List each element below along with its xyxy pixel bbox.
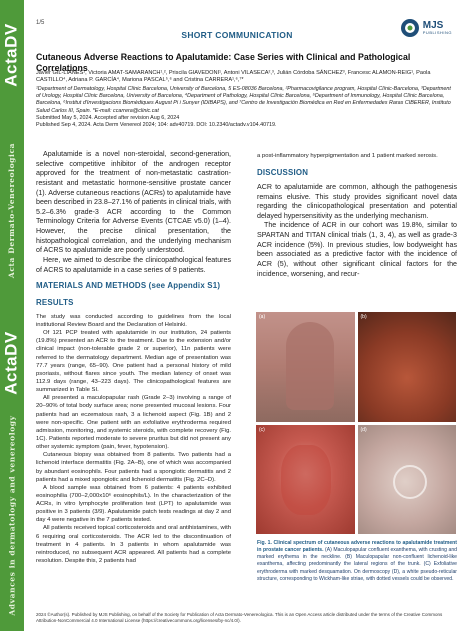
publisher-sub: PUBLISHING <box>422 30 452 35</box>
publisher-name: MJS <box>422 20 444 31</box>
results-paragraph: Cutaneous biopsy was obtained from 8 patients. Two patients had a lichenoid interface dermatitis (Fig. 2A–B), one of which was accompanied by abundant eosinophils. Four patients had a spongiotic dermatitis and 2 patients had a mixed spongiotic and lichenoid dermatitis (Fig. 2C–D). <box>36 452 231 483</box>
results-paragraph: All patients received topical corticosteroids and oral antihistamines, with 6 requiring oral corticosteroids. The ACR led to the discontinuation of treatment in 4 patients. In 3 patients in whom apalutamide was reintroduced, no subsequent ACR appeared. All patients had a complete resolution. Despite this, 2 patients had <box>36 525 231 565</box>
results-paragraph: All presented a maculopapular rash (Grade 2–3) involving a range of 20–90% of total body surface area; none presented mucosal lesions. Four patients had an eczematous rash, 3 a lichenoid aspect (Fig. 1B) and 2 were non-specific. One patient with an exfoliative erythroderma required admission, monitoring, and systemic steroids, with complete recovery (Fig. 1C). Patients reported moderate to severe pruritus but did not present any other systemic symptom (pain, fever, hypotension). <box>36 395 231 451</box>
page-number: 1/5 <box>36 20 45 26</box>
results-paragraph: A blood sample was obtained from 6 patients: 4 patients exhibited eosinophilia (700–2,000x10⁶ eosinophils/L). In the characterization of the ACRs, in vitro lymphocyte proliferation test (LPT) to apalutamide was positive in 3 patients (3/9). Apalutamide patch tests readings at day 2 and day 4 were negative in the 7 patients tested. <box>36 484 231 524</box>
publication-info: Published Sep 4, 2024. Acta Derm Venereol 2024; 104: adv40719. DOI: 10.2340/actadv.v104.40719. <box>36 121 277 128</box>
figure-panel-d <box>358 425 457 535</box>
right-column <box>257 152 457 279</box>
discussion-paragraph: ACR to apalutamide are common, although the pathogenesis remains elusive. This study provides significant novel data regarding the clinicopathological presentation and potential delayed hypersensitivity as the underlying mechanism. <box>257 182 457 220</box>
panel-label: (c) <box>259 426 265 433</box>
author-list: Javier GIL-LIANES¹, Victoria AMAT-SAMARANCH¹,², Priscila GIAVEDONI¹, Antoni VILASECA²,³, Julián Córdoba SÁNCHEZ³, Francesc ALAMON-REIG¹, Paola CASTILLO⁴, Adriana P. GARCÍA⁴, Mariona PASCAL⁵,⁶ and Cristina CARRERA¹,⁶,⁷* <box>36 70 431 84</box>
panel-label: (b) <box>360 314 367 320</box>
mjs-logo-icon <box>400 18 420 38</box>
results-heading: RESULTS <box>36 298 74 308</box>
results-paragraph: The study was conducted according to guidelines from the local institutional Review Board and the Declaration of Helsinki. <box>36 313 231 328</box>
intro-paragraph: Here, we aimed to describe the clinicopathological features of ACRS to apalutamide in a case series of 9 patients. <box>36 256 231 274</box>
caption-title: Fig. 1. Clinical spectrum of cutaneous adverse reactions to apalutamide treatment in prostate cancer patients. <box>257 540 457 554</box>
sidebar-brand-top: ActaDV <box>2 23 21 87</box>
intro-paragraph: Apalutamide is a novel non-steroidal, second-generation, selective competitive inhibitor of the androgen receptor approved for the treatment of non-metastatic castration-resistant and metastatic hormone-sensitive prostate cancer (1). Adverse cutaneous reactions (ACRs) to apalutamide have been described in 23.8–27.1% of patients in clinical trials, with 5.2–6.3% grade-3 ACR according to the Common Terminology Criteria for Adverse Events (CTCAE v5.0) (1–4). However, the precise clinical presentation, the histopathological correlation, and the underlying mechanism of ACRS to apalutamide are poorly understood. <box>36 150 231 255</box>
submission-dates: Submitted May 5, 2024. Accepted after revision Aug 6, 2024 <box>36 114 180 121</box>
affiliations <box>36 86 456 129</box>
figure-panel-b <box>358 312 457 422</box>
caption-body: (A) Maculopapular confluent exanthema, with crusting and marked erythema in the neckline. (B) Maculopapular non-confluent lichenoid-like exanthema, affecting predominantly the lateral regions of the trunk. (C) Exfoliative erythroderma with marked desquamation. On dermoscopy (D), a white pseudo-reticular structure, corresponding to Wickham-like striae, with dotted vessels could be observed. <box>257 547 457 582</box>
article-title: Cutaneous Adverse Reactions to Apalutamide: Case Series with Clinical and Pathological Correlations <box>36 52 411 73</box>
journal-sidebar <box>0 0 24 631</box>
left-column <box>36 150 231 565</box>
results-continuation: a post-inflammatory hyperpigmentation and 1 patient marked xerosis. <box>257 153 438 159</box>
sidebar-journal-name-top: Acta Dermato-Venereologica <box>7 142 17 278</box>
panel-label: (a) <box>259 314 266 320</box>
results-paragraph: Of 121 PCP treated with apalutamide in our institution, 24 patients (19.8%) presented an ACR to the treatment. Due to the extension and/or clinical impact (non-tolerable grade 2 or superior), 11n patients were referred to the dermatology department. Median age of presentation was 77.7 years (range, 65–90). One patient had a personal history of mild psoriasis, without flares since youth. The median latency of onset was 112.9 days (range, 43–223 days). The clinicopathological features are summarized in Table SI. <box>36 330 231 394</box>
publisher-logo <box>400 18 452 38</box>
figure-panel-a <box>256 312 355 422</box>
figure-panel-c <box>256 425 355 535</box>
discussion-heading: DISCUSSION <box>257 168 309 178</box>
section-label: SHORT COMMUNICATION <box>181 30 293 40</box>
affiliation-text: ¹Department of Dermatology, Hospital Clínic Barcelona, University of Barcelona, 5 ES-08036 Barcelona, ²Pharmacovigilance program, Hospital Clínic-Barcelona, ³Department of Urology, Hospital Clínic Barcelona, University of Barcelona, ⁴Department of Pathology, Hospital Clínic Barcelona, ⁵Department of Immunology, Hospital Clínic Barcelona, Barcelona, ⁶Institut d'Investigacions Biomèdiques August Pi i Sunyer (IDIBAPS), and ⁷Centro de Investigación Biomédica en Red en Enfermedades Raras CIBERER, Instituto Salud Carlos III, Spain. *E-mail: ccarrera@clinic.cat <box>36 86 451 114</box>
discussion-paragraph: The incidence of ACR in our cohort was 19.8%, similar to SPARTAN and TITAN clinical trials (1, 3, 4), as well as grade-3 ACR incidence (5%). In previous studies, low bodyweight has been associated as a predictive factor with the incidence of ACR (5), without other significant clinical factors for the incidence, worsening, and recur- <box>257 221 457 278</box>
license-footer: 2024 ©Author(s). Published by MJS Publishing, on behalf of the Society for Publication of Acta Dermato-Venereologica. This is an Open Access article distributed under the terms of the Creative Commons Attribution-NonCommercial 4.0 International License (https://creativecommons.org/licenses/by-nc/4.0/). <box>36 612 443 624</box>
figure-1 <box>256 312 456 534</box>
methods-heading: MATERIALS AND METHODS (see Appendix S1) <box>36 281 221 291</box>
sidebar-journal-subtitle: Advances in dermatology and venereology <box>7 414 17 616</box>
sidebar-brand-middle: ActaDV <box>2 331 21 395</box>
panel-label: (d) <box>360 426 367 433</box>
figure-caption <box>257 540 457 583</box>
